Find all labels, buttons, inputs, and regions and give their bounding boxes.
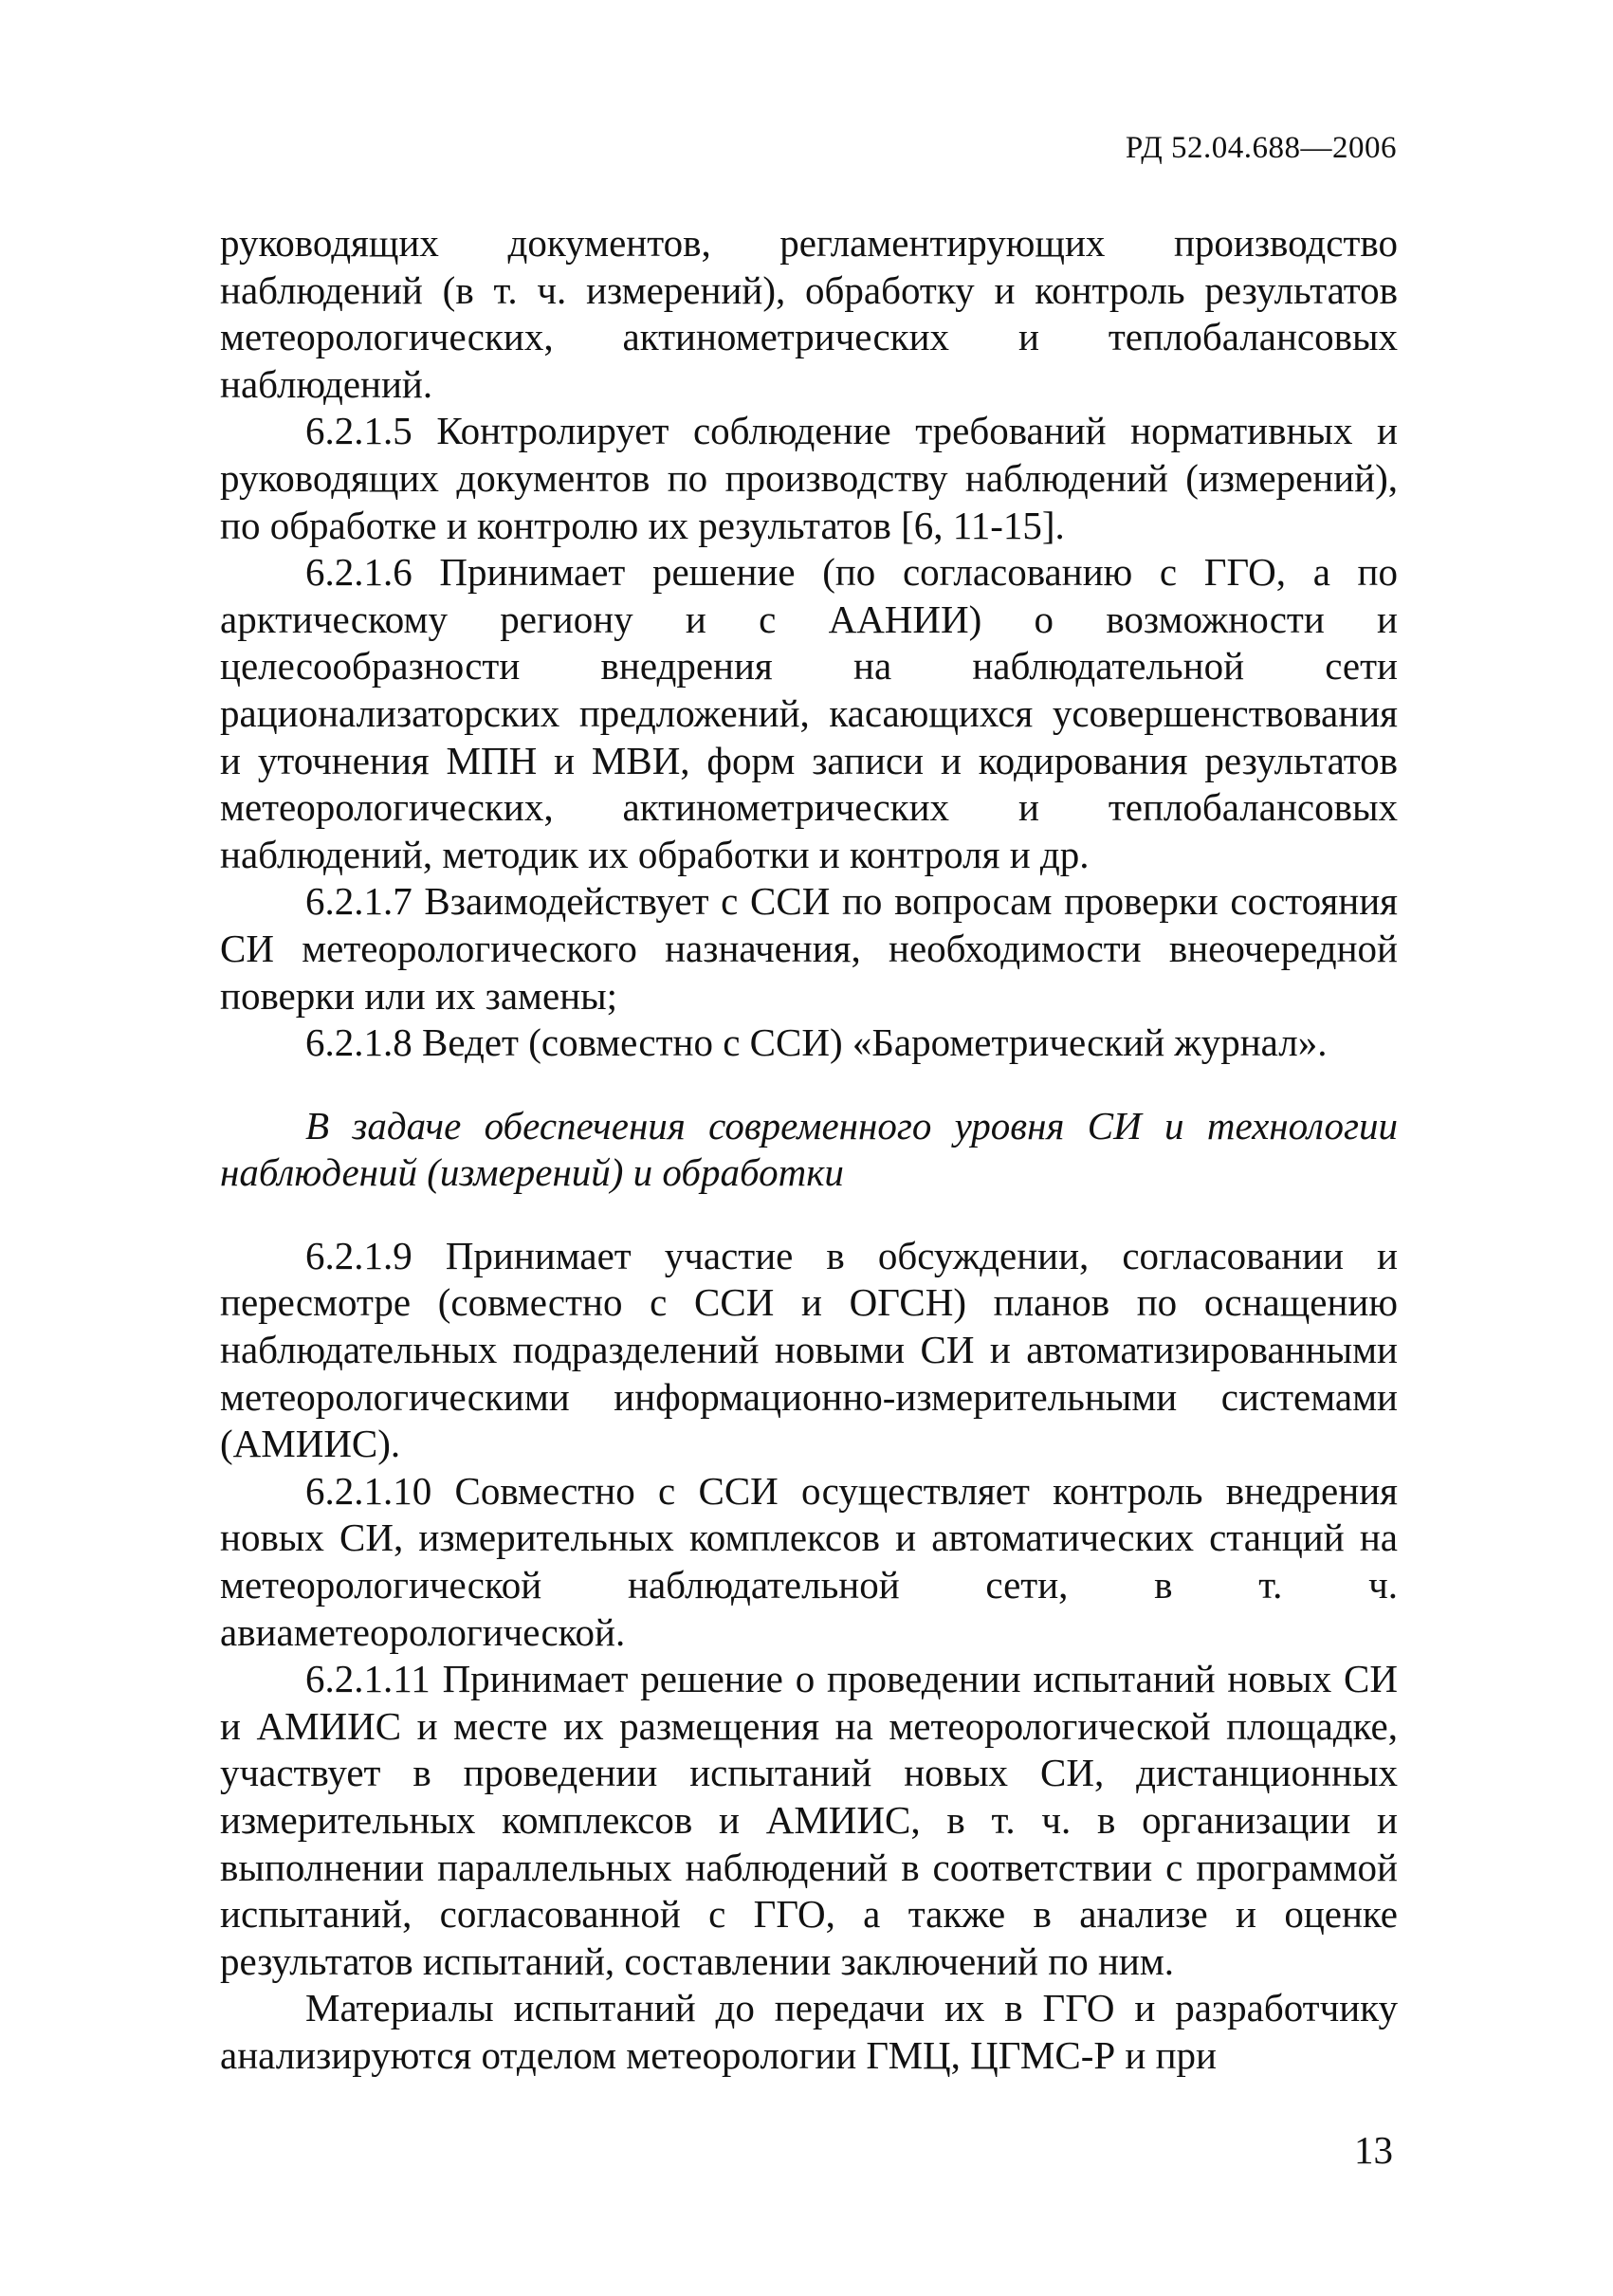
page-body [220,220,1398,2080]
paragraph-6-2-1-8: 6.2.1.8 Ведет (совместно с ССИ) «Барометрический журнал». [305,1020,1328,1065]
paragraph-6-2-1-7: 6.2.1.7 Взаимодействует с ССИ по вопросам проверки состояния СИ метеорологического назначения, необходимости внеочередной поверки или их замены; [220,879,1398,1018]
paragraph-6-2-1-6: 6.2.1.6 Принимает решение (по согласованию с ГГО, а по арктическому региону и с ААНИИ) о возможности и целесообразности внедрения на наблюдательной сети рационализаторских предложений, касающихся усовершенствования и уточнения МПН и МВИ, форм записи и кодирования результатов метеорологических, актинометрических и теплобалансовых наблюдений, методик их обработки и контроля и др. [220,550,1398,876]
paragraph-6-2-1-9: 6.2.1.9 Принимает участие в обсуждении, согласовании и пересмотре (совместно с ССИ и ОГСН) планов по оснащению наблюдательных подразделений новыми СИ и автоматизированными метеорологическими информационно-измерительными системами (АМИИС). [220,1233,1398,1466]
paragraph-6-2-1-11: 6.2.1.11 Принимает решение о проведении испытаний новых СИ и АМИИС и месте их размещения на метеорологической площадке, участвует в проведении испытаний новых СИ, дистанционных измерительных комплексов и АМИИС, в т. ч. в организации и выполнении параллельных наблюдений в соответствии с программой испытаний, согласованной с ГГО, а также в анализе и оценке результатов испытаний, составлении заключений по ним. [220,1657,1398,1983]
document-code: РД 52.04.688—2006 [1125,131,1397,165]
paragraph-test-materials: Материалы испытаний до передачи их в ГГО и разработчику анализируются отделом метеорологии ГМЦ, ЦГМС-Р и при [220,1986,1398,2077]
section-heading: В задаче обеспечения современного уровня СИ и технологии наблюдений (измерений) и обработки [220,1103,1398,1195]
paragraph-6-2-1-5: 6.2.1.5 Контролирует соблюдение требований нормативных и руководящих документов по производству наблюдений (измерений), по обработке и контролю их результатов [6, 11-15]. [220,409,1398,547]
paragraph-6-2-1-10: 6.2.1.10 Совместно с ССИ осуществляет контроль внедрения новых СИ, измерительных комплексов и автоматических станций на метеорологической наблюдательной сети, в т. ч. авиаметеорологической. [220,1468,1398,1654]
paragraph-continuation: руководящих документов, регламентирующих производство наблюдений (в т. ч. измерений), обработку и контроль результатов метеорологических, актинометрических и теплобалансовых наблюдений. [220,221,1398,406]
page-number: 13 [1354,2128,1393,2172]
